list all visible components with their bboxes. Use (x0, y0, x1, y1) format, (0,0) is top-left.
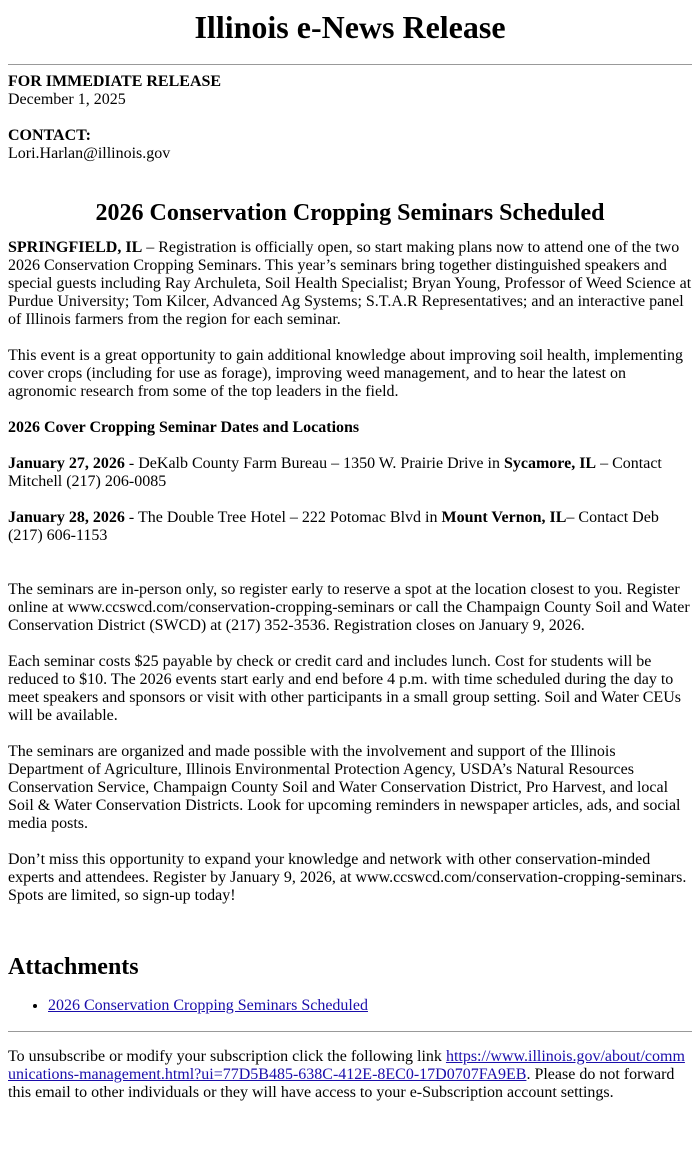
event-city: Sycamore, IL (503, 455, 597, 472)
divider (8, 1031, 692, 1032)
event-item (8, 509, 692, 545)
divider (8, 64, 692, 65)
dates-heading (8, 419, 692, 437)
release-info (8, 73, 692, 109)
event-city: Mount Vernon, IL (441, 509, 567, 526)
attachment-item (48, 997, 692, 1015)
contact-label: CONTACT: (8, 127, 91, 144)
event-contact: – Contact Mitchell (217) 206-0085 (8, 455, 662, 490)
contact-email: Lori.Harlan@illinois.gov (8, 145, 171, 162)
headline: 2026 Conservation Cropping Seminars Scheduled (95, 200, 605, 226)
event-venue: - The Double Tree Hotel – 222 Potomac Blvd in (124, 509, 442, 526)
paragraph-registration: The seminars are in-person only, so register early to reserve a spot at the location closest to you. Register online at www.ccswcd.com/conservation-cropping-seminars or call the Champaign County Soil and Water Conservation District (SWCD) at (217) 352-3536. Registration closes on January 9, 2026. (8, 581, 690, 634)
unsubscribe-notice (8, 1048, 692, 1102)
event-contact: – Contact Deb (217) 606-1153 (8, 509, 659, 544)
event-date: January 28, 2026 (8, 509, 125, 526)
release-label: FOR IMMEDIATE RELEASE (8, 73, 222, 90)
unsubscribe-text: To unsubscribe or modify your subscription click the following link (8, 1048, 446, 1065)
attachments-heading: Attachments (8, 954, 139, 980)
paragraph-closing: Don’t miss this opportunity to expand your knowledge and network with other conservation-minded experts and attendees. Register by January 9, 2026, at www.ccswcd.com/conservation-cropping-seminars. Spots are limited, so sign-up today! (8, 851, 687, 904)
event-venue: - DeKalb County Farm Bureau – 1350 W. Prairie Drive in (124, 455, 504, 472)
event-date: January 27, 2026 (8, 455, 125, 472)
paragraph-opportunity: This event is a great opportunity to gain additional knowledge about improving soil health, implementing cover crops (including for use as forage), improving weed management, and to hear the latest on agronomic research from some of the top leaders in the field. (8, 347, 683, 400)
page-title: Illinois e-News Release (194, 9, 506, 45)
dates-heading-text: 2026 Cover Cropping Seminar Dates and Locations (8, 419, 360, 436)
paragraph-intro (8, 239, 692, 329)
paragraph-sponsors: The seminars are organized and made possible with the involvement and support of the Illinois Department of Agriculture, Illinois Environmental Protection Agency, USDA’s Natural Resources Conservation Service, Champaign County Soil and Water Conservation District, Pro Harvest, and local Soil & Water Conservation Districts. Look for upcoming reminders in newspaper articles, ads, and social media posts. (8, 743, 681, 832)
event-item (8, 455, 692, 491)
attachments-list (8, 997, 692, 1015)
paragraph-cost: Each seminar costs $25 payable by check or credit card and includes lunch. Cost for students will be reduced to $10. The 2026 events start early and end before 4 p.m. with time scheduled during the day to meet speakers and sponsors or visit with other participants in a small group setting. Soil and Water CEUs will be available. (8, 653, 681, 724)
dateline: SPRINGFIELD, IL (8, 239, 143, 256)
unsubscribe-link[interactable]: https://www.illinois.gov/about/communications-management.html?ui=77D5B485-638C-412E-8EC0-17D0707FA9EB (8, 1048, 685, 1083)
unsubscribe-warning: . Please do not forward this email to other individuals or they will have access to your e-Subscription account settings. (8, 1066, 675, 1101)
attachment-link[interactable]: 2026 Conservation Cropping Seminars Scheduled (48, 997, 368, 1014)
intro-text: – Registration is officially open, so start making plans now to attend one of the two 2026 Conservation Cropping Seminars. This year’s seminars bring together distinguished speakers and special guests including Ray Archuleta, Soil Health Specialist; Bryan Young, Professor of Weed Science at Purdue University; Tom Kilcer, Advanced Ag Systems; S.T.A.R Representatives; and an interactive panel of Illinois farmers from the region for each seminar. (8, 239, 692, 328)
contact-info (8, 127, 692, 163)
release-date: December 1, 2025 (8, 91, 126, 108)
